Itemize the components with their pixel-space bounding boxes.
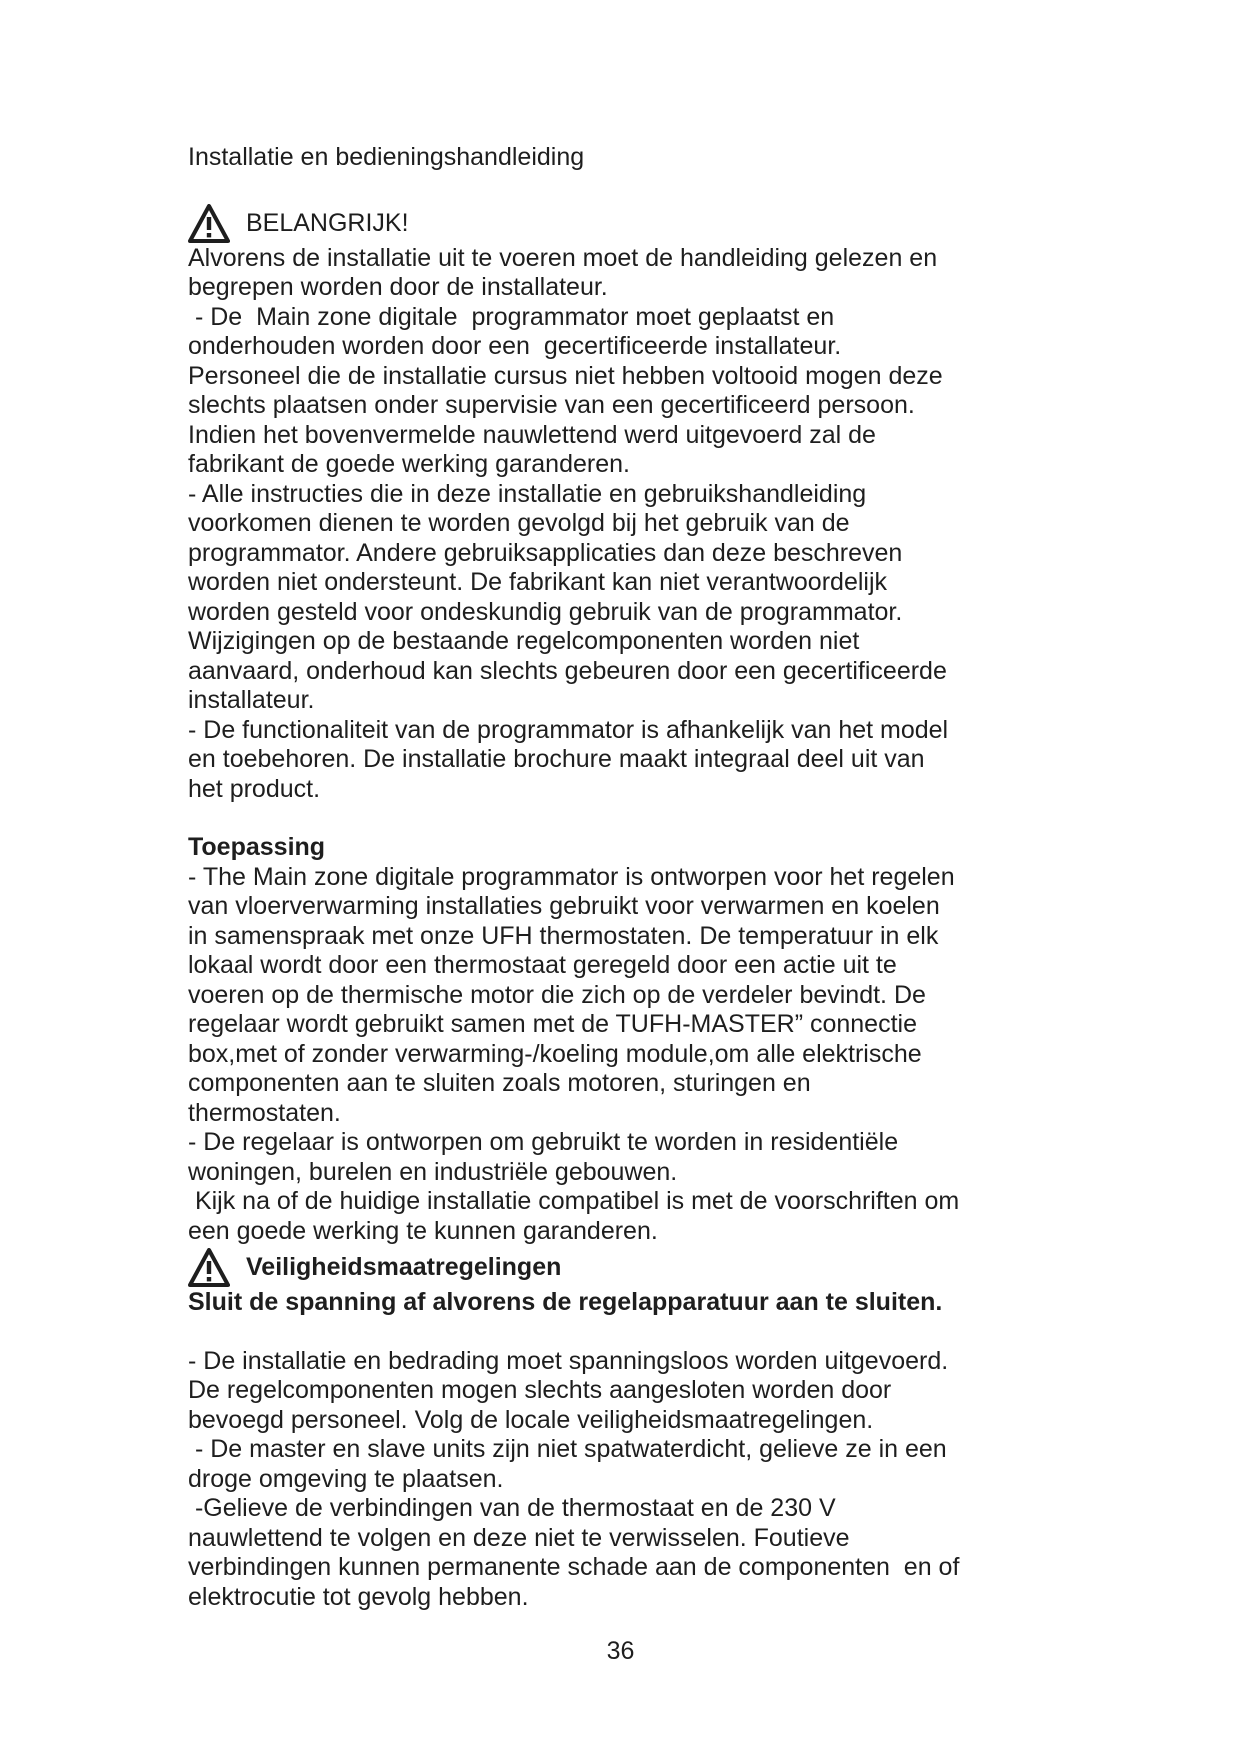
text-line: begrepen worden door de installateur. (188, 273, 608, 301)
safety-title: Veiligheidsmaatregelingen (246, 1253, 562, 1282)
warning-triangle-icon (188, 1248, 230, 1288)
text-line: Indien het bovenvermelde nauwlettend werd uitgevoerd zal de (188, 420, 876, 449)
page-title: Installatie en bedieningshandleiding (188, 143, 585, 171)
text-line: worden gesteld voor ondeskundig gebruik van de programmator. (188, 597, 903, 626)
text-line: De regelcomponenten mogen slechts aangesloten worden door (188, 1376, 892, 1404)
text-line: Personeel die de installatie cursus niet hebben voltooid mogen deze (188, 361, 943, 390)
text-line: - Alle instructies die in deze installatie en gebruikshandleiding (188, 479, 867, 508)
text-line: voorkomen dienen te worden gevolgd bij het gebruik van de (188, 509, 850, 537)
safety-heading (188, 1248, 1018, 1288)
important-section (188, 244, 1018, 805)
text-line: programmator. Andere gebruiksapplicaties dan deze beschreven (188, 538, 903, 567)
text-line: - The Main zone digitale programmator is ontworpen voor het regelen (188, 862, 955, 891)
text-line: worden niet ondersteunt. De fabrikant kan niet verantwoordelijk (188, 568, 888, 596)
text-line: -Gelieve de verbindingen van de thermostaat en de 230 V (188, 1494, 836, 1522)
text-line: Kijk na of de huidige installatie compatibel is met de voorschriften om (188, 1187, 960, 1215)
text-line: bevoegd personeel. Volg de locale veiligheidsmaatregelingen. (188, 1405, 874, 1434)
important-label: BELANGRIJK! (246, 208, 409, 237)
text-line: van vloerverwarming installaties gebruikt voor verwarmen en koelen (188, 892, 940, 920)
text-line: - De master en slave units zijn niet spatwaterdicht, gelieve ze in een (188, 1435, 947, 1463)
text-line: het product. (188, 774, 321, 803)
text-line: componenten aan te sluiten zoals motoren, sturingen en (188, 1069, 811, 1097)
text-line: woningen, burelen en industriële gebouwen. (188, 1157, 678, 1186)
warning-triangle-icon (188, 204, 230, 244)
text-line: box,met of zonder verwarming-/koeling module,om alle elektrische (188, 1039, 922, 1068)
text-line: - De regelaar is ontworpen om gebruikt te worden in residentiële (188, 1128, 899, 1156)
text-line: fabrikant de goede werking garanderen. (188, 450, 630, 478)
text-line: Wijzigingen op de bestaande regelcomponenten worden niet (188, 627, 860, 655)
text-line: nauwlettend te volgen en deze niet te verwisselen. Foutieve (188, 1523, 850, 1552)
text-line: regelaar wordt gebruikt samen met de TUFH-MASTER” connectie (188, 1010, 917, 1038)
text-line: - De installatie en bedrading moet spanningsloos worden uitgevoerd. (188, 1346, 949, 1375)
text-line: slechts plaatsen onder supervisie van een gecertificeerd persoon. (188, 391, 915, 419)
text-line: een goede werking te kunnen garanderen. (188, 1216, 658, 1245)
text-line: Alvorens de installatie uit te voeren moet de handleiding gelezen en (188, 243, 938, 272)
application-section (188, 863, 1018, 1247)
application-heading: Toepassing (188, 833, 326, 861)
page-number: 36 (606, 1637, 635, 1665)
spacer (188, 804, 1018, 833)
text-line: installateur. (188, 686, 315, 714)
text-line: en toebehoren. De installatie brochure maakt integraal deel uit van (188, 745, 925, 773)
important-notice-heading (188, 204, 1018, 244)
text-line: in samenspraak met onze UFH thermostaten. De temperatuur in elk (188, 921, 939, 950)
safety-section (188, 1347, 1018, 1613)
spacer (188, 1318, 1018, 1347)
text-line: aanvaard, onderhoud kan slechts gebeuren door een gecertificeerde (188, 656, 947, 685)
text-line: onderhouden worden door een gecertificeerde installateur. (188, 332, 842, 360)
text-line: elektrocutie tot gevolg hebben. (188, 1582, 529, 1611)
text-column (188, 143, 1018, 1612)
text-line: - De Main zone digitale programmator moet geplaatst en (188, 302, 835, 331)
text-line: thermostaten. (188, 1098, 341, 1127)
text-line: - De functionaliteit van de programmator is afhankelijk van het model (188, 715, 949, 744)
text-line: droge omgeving te plaatsen. (188, 1464, 504, 1493)
safety-subheading: Sluit de spanning af alvorens de regelapparatuur aan te sluiten. (188, 1288, 943, 1316)
text-line: lokaal wordt door een thermostaat geregeld door een actie uit te (188, 951, 897, 979)
text-line: voeren op de thermische motor die zich op de verdeler bevindt. De (188, 980, 926, 1009)
text-line: verbindingen kunnen permanente schade aan de componenten en of (188, 1553, 960, 1581)
